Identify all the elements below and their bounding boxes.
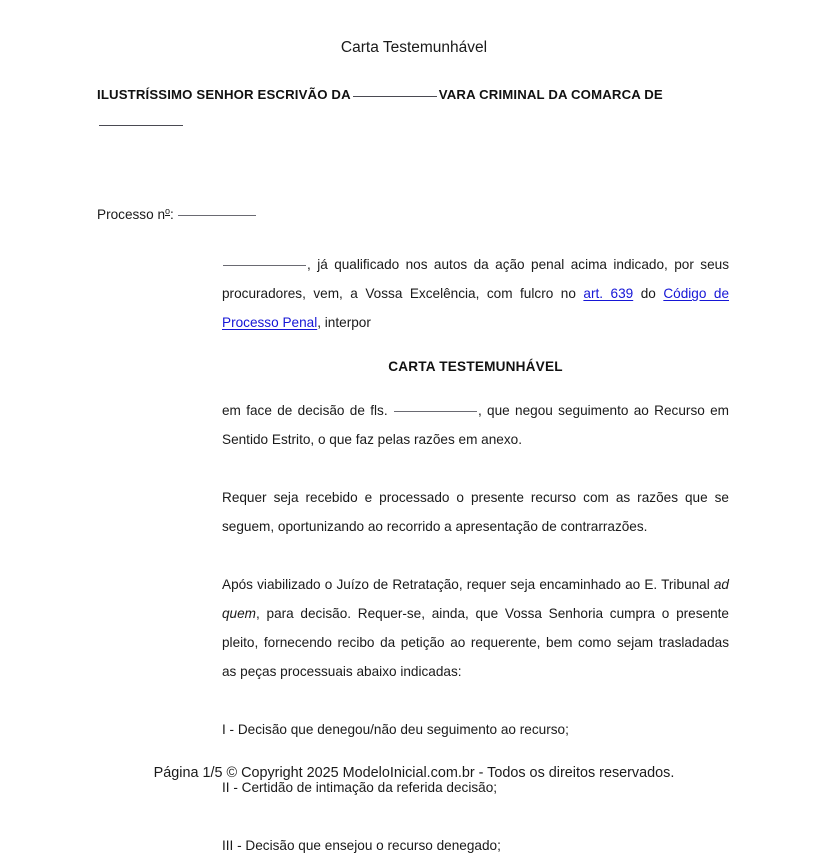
addressee-blank-vara[interactable] bbox=[353, 96, 437, 97]
paragraph-intro bbox=[222, 250, 729, 337]
fls-text-after: , que negou seguimento ao Recurso em Sentido Estrito, o que faz pelas razões em anexo. bbox=[222, 403, 729, 447]
list-item: II - Certidão de intimação da referida decisão; bbox=[222, 780, 498, 795]
process-label: Processo n bbox=[97, 207, 166, 222]
paragraph-apos-retratacao bbox=[222, 570, 729, 686]
addressee-blank-comarca[interactable] bbox=[99, 125, 183, 126]
addressee-heading bbox=[97, 80, 729, 109]
intro-text-after: , interpor bbox=[317, 315, 371, 330]
link-art-639[interactable]: art. 639 bbox=[583, 286, 634, 301]
process-number-blank[interactable] bbox=[178, 215, 256, 216]
process-number-line bbox=[97, 200, 256, 226]
party-name-blank[interactable] bbox=[223, 265, 306, 266]
spacer bbox=[222, 686, 729, 715]
addressee-heading-line2 bbox=[97, 109, 397, 138]
latin-term-ad-quem: ad quem bbox=[222, 577, 729, 621]
apos-text-1: Após viabilizado o Juízo de Retratação, requer seja encaminhado ao E. Tribunal bbox=[222, 577, 710, 592]
intro-text-middle: do bbox=[640, 286, 656, 301]
fls-text-before: em face de decisão de fls. bbox=[222, 403, 388, 418]
spacer bbox=[222, 381, 729, 396]
spacer bbox=[222, 802, 729, 831]
paragraph-requer: Requer seja recebido e processado o presente recurso com as razões que se seguem, oportunizando ao recorrido a apresentação de contrarrazões. bbox=[222, 490, 729, 534]
section-heading-carta-testemunhavel: CARTA TESTEMUNHÁVEL bbox=[388, 359, 563, 374]
process-ordinal-indicator: o bbox=[165, 206, 171, 216]
process-colon: : bbox=[170, 207, 174, 222]
link-codigo-processo-penal[interactable]: Código de Processo Penal bbox=[222, 286, 730, 330]
apos-text-2: , para decisão. Requer-se, ainda, que Vossa Senhoria cumpra o presente pleito, fornecendo recibo da petição ao requerente, bem como sejam trasladadas as peças processuais abaixo indicadas: bbox=[222, 606, 729, 679]
spacer bbox=[222, 454, 729, 483]
paragraph-fls bbox=[222, 396, 729, 454]
list-item: III - Decisão que ensejou o recurso denegado; bbox=[222, 838, 501, 853]
spacer bbox=[222, 337, 729, 352]
page-title: Carta Testemunhável bbox=[340, 39, 488, 56]
addressee-part2: VARA CRIMINAL DA COMARCA DE bbox=[438, 87, 663, 102]
fls-number-blank[interactable] bbox=[394, 411, 477, 412]
page-footer: Página 1/5 © Copyright 2025 ModeloInicial.com.br - Todos os direitos reservados. bbox=[153, 765, 675, 781]
spacer bbox=[222, 541, 729, 570]
addressee-part1: ILUSTRÍSSIMO SENHOR ESCRIVÃO DA bbox=[97, 87, 351, 102]
intro-text-before: , já qualificado nos autos da ação penal acima indicado, por seus procuradores, vem, a Vossa Excelência, com fulcro no bbox=[222, 257, 729, 301]
list-item: I - Decisão que denegou/não deu seguimento ao recurso; bbox=[222, 722, 569, 737]
